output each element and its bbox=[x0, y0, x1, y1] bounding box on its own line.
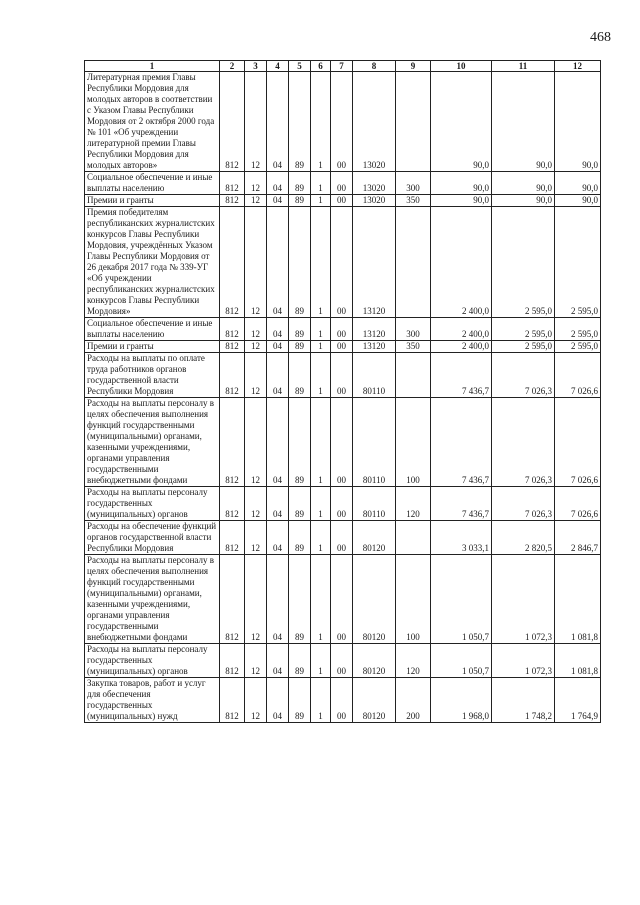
expense-code: 80120 bbox=[353, 555, 396, 644]
table-row bbox=[85, 398, 601, 487]
amount-col-12: 7 026,6 bbox=[555, 398, 601, 487]
column-header: 8 bbox=[353, 61, 396, 72]
admin-code: 812 bbox=[220, 353, 245, 398]
table-row bbox=[85, 487, 601, 521]
amount-col-11: 7 026,3 bbox=[492, 353, 555, 398]
amount-col-11: 7 026,3 bbox=[492, 398, 555, 487]
section-code: 12 bbox=[245, 172, 267, 195]
direction-code: 00 bbox=[331, 72, 353, 172]
direction-code: 00 bbox=[331, 487, 353, 521]
amount-col-11: 2 595,0 bbox=[492, 318, 555, 341]
expense-code: 80120 bbox=[353, 644, 396, 678]
type-code bbox=[396, 207, 431, 318]
type-code: 120 bbox=[396, 644, 431, 678]
type-code: 350 bbox=[396, 195, 431, 207]
admin-code: 812 bbox=[220, 172, 245, 195]
subprogram-code: 1 bbox=[311, 341, 331, 353]
amount-col-10: 2 400,0 bbox=[431, 207, 492, 318]
type-code bbox=[396, 521, 431, 555]
table-row bbox=[85, 207, 601, 318]
subsection-code: 04 bbox=[267, 72, 289, 172]
amount-col-11: 2 595,0 bbox=[492, 207, 555, 318]
amount-col-10: 90,0 bbox=[431, 172, 492, 195]
row-name: Расходы на обеспечение функций органов государственной власти Республики Мордовия bbox=[85, 521, 220, 555]
amount-col-12: 2 595,0 bbox=[555, 207, 601, 318]
section-code: 12 bbox=[245, 398, 267, 487]
direction-code: 00 bbox=[331, 555, 353, 644]
amount-col-10: 7 436,7 bbox=[431, 353, 492, 398]
amount-col-10: 7 436,7 bbox=[431, 487, 492, 521]
admin-code: 812 bbox=[220, 72, 245, 172]
subprogram-code: 1 bbox=[311, 644, 331, 678]
amount-col-11: 90,0 bbox=[492, 172, 555, 195]
table-row bbox=[85, 195, 601, 207]
amount-col-12: 90,0 bbox=[555, 72, 601, 172]
direction-code: 00 bbox=[331, 207, 353, 318]
amount-col-10: 2 400,0 bbox=[431, 341, 492, 353]
amount-col-12: 90,0 bbox=[555, 195, 601, 207]
column-header: 6 bbox=[311, 61, 331, 72]
expense-code: 13020 bbox=[353, 72, 396, 172]
amount-col-10: 1 050,7 bbox=[431, 644, 492, 678]
amount-col-10: 90,0 bbox=[431, 195, 492, 207]
amount-col-11: 1 748,2 bbox=[492, 678, 555, 723]
amount-col-12: 1 081,8 bbox=[555, 644, 601, 678]
amount-col-12: 7 026,6 bbox=[555, 353, 601, 398]
section-code: 12 bbox=[245, 521, 267, 555]
amount-col-11: 2 595,0 bbox=[492, 341, 555, 353]
amount-col-10: 1 968,0 bbox=[431, 678, 492, 723]
subprogram-code: 1 bbox=[311, 72, 331, 172]
subsection-code: 04 bbox=[267, 644, 289, 678]
section-code: 12 bbox=[245, 318, 267, 341]
subprogram-code: 1 bbox=[311, 207, 331, 318]
direction-code: 00 bbox=[331, 195, 353, 207]
type-code: 100 bbox=[396, 398, 431, 487]
admin-code: 812 bbox=[220, 521, 245, 555]
table-row bbox=[85, 555, 601, 644]
program-code: 89 bbox=[289, 353, 311, 398]
expense-code: 13020 bbox=[353, 172, 396, 195]
program-code: 89 bbox=[289, 72, 311, 172]
type-code: 300 bbox=[396, 172, 431, 195]
row-name: Расходы на выплаты персоналу государственных (муниципальных) органов bbox=[85, 487, 220, 521]
subprogram-code: 1 bbox=[311, 487, 331, 521]
program-code: 89 bbox=[289, 398, 311, 487]
amount-col-10: 2 400,0 bbox=[431, 318, 492, 341]
subsection-code: 04 bbox=[267, 398, 289, 487]
amount-col-12: 1 764,9 bbox=[555, 678, 601, 723]
table-row bbox=[85, 172, 601, 195]
program-code: 89 bbox=[289, 555, 311, 644]
subsection-code: 04 bbox=[267, 195, 289, 207]
amount-col-10: 3 033,1 bbox=[431, 521, 492, 555]
subprogram-code: 1 bbox=[311, 398, 331, 487]
row-name: Расходы на выплаты персоналу в целях обеспечения выполнения функций государственными (муниципальными) органами, казенными учреждениями, органами управления государственными внебюджетными фондами bbox=[85, 555, 220, 644]
row-name: Социальное обеспечение и иные выплаты населению bbox=[85, 318, 220, 341]
header-row bbox=[85, 61, 601, 72]
expense-code: 80120 bbox=[353, 521, 396, 555]
expense-code: 80110 bbox=[353, 353, 396, 398]
type-code bbox=[396, 353, 431, 398]
column-header: 7 bbox=[331, 61, 353, 72]
direction-code: 00 bbox=[331, 678, 353, 723]
row-name: Премии и гранты bbox=[85, 341, 220, 353]
section-code: 12 bbox=[245, 644, 267, 678]
column-header: 12 bbox=[555, 61, 601, 72]
subprogram-code: 1 bbox=[311, 678, 331, 723]
direction-code: 00 bbox=[331, 644, 353, 678]
row-name: Расходы на выплаты персоналу государственных (муниципальных) органов bbox=[85, 644, 220, 678]
subprogram-code: 1 bbox=[311, 318, 331, 341]
row-name: Социальное обеспечение и иные выплаты населению bbox=[85, 172, 220, 195]
section-code: 12 bbox=[245, 487, 267, 521]
admin-code: 812 bbox=[220, 678, 245, 723]
section-code: 12 bbox=[245, 353, 267, 398]
program-code: 89 bbox=[289, 207, 311, 318]
table-row bbox=[85, 353, 601, 398]
subsection-code: 04 bbox=[267, 555, 289, 644]
admin-code: 812 bbox=[220, 207, 245, 318]
expense-code: 80110 bbox=[353, 487, 396, 521]
subprogram-code: 1 bbox=[311, 353, 331, 398]
amount-col-11: 1 072,3 bbox=[492, 644, 555, 678]
column-header: 5 bbox=[289, 61, 311, 72]
expense-code: 13120 bbox=[353, 318, 396, 341]
amount-col-12: 2 595,0 bbox=[555, 318, 601, 341]
admin-code: 812 bbox=[220, 318, 245, 341]
subsection-code: 04 bbox=[267, 172, 289, 195]
amount-col-10: 7 436,7 bbox=[431, 398, 492, 487]
program-code: 89 bbox=[289, 318, 311, 341]
row-name: Расходы на выплаты персоналу в целях обеспечения выполнения функций государственными (муниципальными) органами, казенными учреждениями, органами управления государственными внебюджетными фондами bbox=[85, 398, 220, 487]
table-row bbox=[85, 72, 601, 172]
subsection-code: 04 bbox=[267, 341, 289, 353]
subsection-code: 04 bbox=[267, 521, 289, 555]
subprogram-code: 1 bbox=[311, 521, 331, 555]
direction-code: 00 bbox=[331, 353, 353, 398]
direction-code: 00 bbox=[331, 318, 353, 341]
type-code: 350 bbox=[396, 341, 431, 353]
column-header: 3 bbox=[245, 61, 267, 72]
column-header: 4 bbox=[267, 61, 289, 72]
row-name: Закупка товаров, работ и услуг для обеспечения государственных (муниципальных) нужд bbox=[85, 678, 220, 723]
amount-col-11: 1 072,3 bbox=[492, 555, 555, 644]
table-row bbox=[85, 521, 601, 555]
direction-code: 00 bbox=[331, 398, 353, 487]
program-code: 89 bbox=[289, 195, 311, 207]
column-header: 11 bbox=[492, 61, 555, 72]
expense-code: 13020 bbox=[353, 195, 396, 207]
section-code: 12 bbox=[245, 207, 267, 318]
program-code: 89 bbox=[289, 678, 311, 723]
type-code: 100 bbox=[396, 555, 431, 644]
amount-col-12: 7 026,6 bbox=[555, 487, 601, 521]
program-code: 89 bbox=[289, 341, 311, 353]
table-row bbox=[85, 341, 601, 353]
table-row bbox=[85, 644, 601, 678]
type-code: 300 bbox=[396, 318, 431, 341]
section-code: 12 bbox=[245, 678, 267, 723]
direction-code: 00 bbox=[331, 521, 353, 555]
table-row bbox=[85, 318, 601, 341]
amount-col-12: 2 846,7 bbox=[555, 521, 601, 555]
row-name: Расходы на выплаты по оплате труда работников органов государственной власти Республики Мордовия bbox=[85, 353, 220, 398]
amount-col-11: 2 820,5 bbox=[492, 521, 555, 555]
amount-col-12: 1 081,8 bbox=[555, 555, 601, 644]
admin-code: 812 bbox=[220, 398, 245, 487]
table-row bbox=[85, 678, 601, 723]
expense-code: 80120 bbox=[353, 678, 396, 723]
row-name: Премия победителям республиканских журналистских конкурсов Главы Республики Мордовия, учреждённых Указом Главы Республики Мордовия от 26 декабря 2017 года № 339-УГ «Об учреждении республиканских журналистских конкурсов Главы Республики Мордовия» bbox=[85, 207, 220, 318]
subprogram-code: 1 bbox=[311, 195, 331, 207]
program-code: 89 bbox=[289, 487, 311, 521]
subsection-code: 04 bbox=[267, 207, 289, 318]
subsection-code: 04 bbox=[267, 678, 289, 723]
subprogram-code: 1 bbox=[311, 172, 331, 195]
direction-code: 00 bbox=[331, 341, 353, 353]
subsection-code: 04 bbox=[267, 487, 289, 521]
expense-code: 13120 bbox=[353, 207, 396, 318]
page-number: 468 bbox=[590, 30, 611, 45]
amount-col-11: 7 026,3 bbox=[492, 487, 555, 521]
expense-code: 80110 bbox=[353, 398, 396, 487]
program-code: 89 bbox=[289, 521, 311, 555]
amount-col-10: 1 050,7 bbox=[431, 555, 492, 644]
subsection-code: 04 bbox=[267, 318, 289, 341]
column-header: 10 bbox=[431, 61, 492, 72]
section-code: 12 bbox=[245, 195, 267, 207]
section-code: 12 bbox=[245, 341, 267, 353]
type-code: 120 bbox=[396, 487, 431, 521]
admin-code: 812 bbox=[220, 487, 245, 521]
column-header: 1 bbox=[85, 61, 220, 72]
expense-code: 13120 bbox=[353, 341, 396, 353]
admin-code: 812 bbox=[220, 644, 245, 678]
column-header: 2 bbox=[220, 61, 245, 72]
program-code: 89 bbox=[289, 172, 311, 195]
subprogram-code: 1 bbox=[311, 555, 331, 644]
program-code: 89 bbox=[289, 644, 311, 678]
budget-table bbox=[84, 60, 601, 723]
amount-col-12: 2 595,0 bbox=[555, 341, 601, 353]
row-name: Литературная премия Главы Республики Мордовия для молодых авторов в соответствии с Указом Главы Республики Мордовия от 2 октября 2000 года № 101 «Об учреждении литературной премии Главы Республики Мордовия для молодых авторов» bbox=[85, 72, 220, 172]
admin-code: 812 bbox=[220, 555, 245, 644]
row-name: Премии и гранты bbox=[85, 195, 220, 207]
direction-code: 00 bbox=[331, 172, 353, 195]
amount-col-10: 90,0 bbox=[431, 72, 492, 172]
amount-col-12: 90,0 bbox=[555, 172, 601, 195]
type-code bbox=[396, 72, 431, 172]
amount-col-11: 90,0 bbox=[492, 72, 555, 172]
admin-code: 812 bbox=[220, 195, 245, 207]
subsection-code: 04 bbox=[267, 353, 289, 398]
section-code: 12 bbox=[245, 72, 267, 172]
amount-col-11: 90,0 bbox=[492, 195, 555, 207]
section-code: 12 bbox=[245, 555, 267, 644]
column-header: 9 bbox=[396, 61, 431, 72]
admin-code: 812 bbox=[220, 341, 245, 353]
type-code: 200 bbox=[396, 678, 431, 723]
